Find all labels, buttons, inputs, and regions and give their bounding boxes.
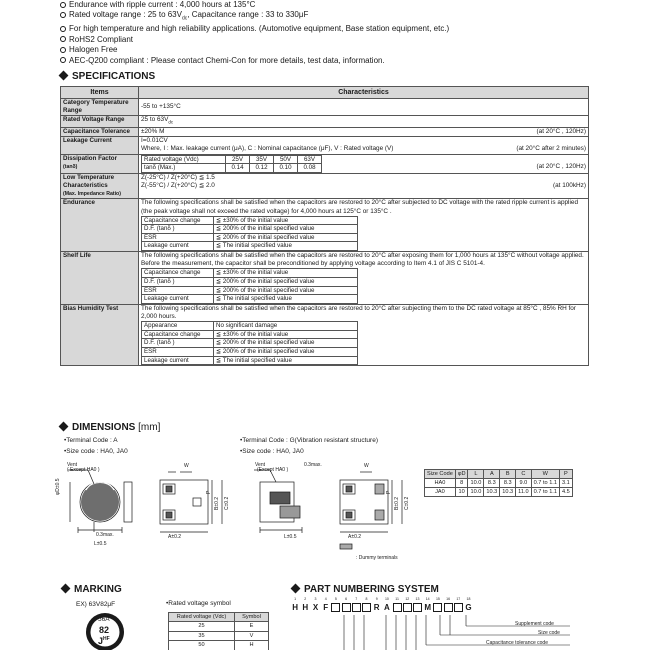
b-label: B±0.2 <box>394 496 400 510</box>
table-row: 50 H <box>169 641 269 650</box>
part-number-digit: 15 <box>435 597 440 601</box>
capacitance-tolerance-code-label: Capacitance tolerance code <box>486 640 548 646</box>
marking-lot-code: 56A <box>98 616 110 623</box>
bullet-icon <box>60 57 66 63</box>
marking-heading: MARKING <box>62 584 122 595</box>
terminal-g-label: •Terminal Code : G(Vibration resistant structure) <box>240 437 378 444</box>
table-row: Dissipation Factor (tanδ) (at 20°C , 120Hz) Rated voltage (Vdc) 25V 35V 50V 63V tanδ (Max.) 0.14 0.12 0.10 0.08 <box>61 154 589 173</box>
marking-capacitance: 82 <box>99 625 110 635</box>
bullet-icon <box>60 26 66 32</box>
a-label: A±0.2 <box>168 534 182 540</box>
endurance-table: Capacitance change ≦ ±30% of the initial value D.F. (tanδ ) ≦ 200% of the initial specified value ESR ≦ 200% of the initial specified value Leakage current ≦ The initial specified value <box>141 216 358 251</box>
part-number-cell: H <box>302 603 309 612</box>
part-number-cell <box>433 603 442 612</box>
part-number-cell <box>331 603 340 612</box>
diamond-icon <box>291 584 301 594</box>
voltage-symbol-table: Rated voltage (Vdc) Symbol 25 E 35 V 50 H <box>168 612 269 650</box>
part-number-cell <box>352 603 361 612</box>
feature-item: AEC-Q200 compliant : Please contact Chemi-Con for more details, test data, information. <box>60 56 449 66</box>
table-row: Low Temperature Characteristics (Max. Impedance Ratio) Z(-25°C) / Z(+20°C) ≦ 1.5 Z(-55°C) / Z(+20°C) ≦ 2.0 (at 100kHz) <box>61 173 589 199</box>
b-label: B±0.2 <box>214 496 220 510</box>
table-row: HA0 8 10.0 8.3 8.3 9.0 0.7 to 1.1 3.1 <box>425 479 573 488</box>
terminal-a-label: •Terminal Code : A <box>64 437 118 444</box>
feature-item: RoHS2 Compliant <box>60 35 449 45</box>
table-row: Category Temperature Range -55 to +135°C <box>61 99 589 116</box>
table-row: Leakage Current I=0.01CV Where, I : Max. leakage current (μA), C : Nominal capacitance (μF), V : Rated voltage (V) (at 20°C after 2 minutes) <box>61 137 589 154</box>
part-number-cell: F <box>323 603 329 612</box>
specifications-heading: SPECIFICATIONS <box>60 71 155 82</box>
table-row: JA0 10 10.0 10.3 10.3 11.0 0.7 to 1.1 4.5 <box>425 488 573 497</box>
feature-item: Endurance with ripple current : 4,000 hours at 135°C <box>60 0 449 10</box>
pitch-label: P <box>206 490 212 494</box>
marking-voltage-row: $J^{HF}$ <box>98 636 110 646</box>
part-number-cell <box>393 603 402 612</box>
part-number-digit: 8 <box>365 597 368 601</box>
part-number-digit: 12 <box>405 597 410 601</box>
max-label: 0.3max. <box>304 462 322 468</box>
diamond-icon <box>59 422 69 432</box>
feature-item: Rated voltage range : 25 to $63V_{dc}$, Capacitance range : 33 to 330μF <box>60 10 449 24</box>
part-number-cell <box>403 603 412 612</box>
part-number-cell: M <box>424 603 432 612</box>
vent-label: Vent <box>67 462 78 468</box>
part-number-digit: 9 <box>375 597 378 601</box>
size-a-label: •Size code : HA0, JA0 <box>64 448 128 455</box>
part-number-digit: 10 <box>384 597 389 601</box>
bullet-icon <box>60 2 66 8</box>
part-number-cell <box>342 603 351 612</box>
part-number-cell <box>362 603 371 612</box>
part-number-cell: H <box>292 603 298 612</box>
size-code-label: Size code <box>538 630 560 636</box>
feature-item: For high temperature and high reliability applications. (Automotive equipment, Base station equipment, etc.) <box>60 24 449 34</box>
dimension-table: Size Code φD L A B C W P HA0 8 10.0 8.3 8.3 9.0 0.7 to 1.1 3.1 JA0 10 10.0 10.3 10.3 11.0 0.7 to 1.1 4.5 <box>424 469 573 497</box>
diamond-icon <box>61 584 71 594</box>
width-label: W <box>184 463 189 469</box>
c-label: C±0.2 <box>224 496 230 510</box>
dissipation-factor-table: Rated voltage (Vdc) 25V 35V 50V 63V tanδ (Max.) 0.14 0.12 0.10 0.08 <box>141 155 322 173</box>
part-number-digit: 17 <box>456 597 461 601</box>
part-number-cell <box>444 603 453 612</box>
supplement-code-label: Supplement code <box>515 621 554 627</box>
c-label: C±0.2 <box>404 496 410 510</box>
part-number-digit: 11 <box>395 597 399 601</box>
part-number-cell: X <box>312 603 319 612</box>
bullet-icon <box>60 12 66 18</box>
part-number-digit: 1 <box>294 597 297 601</box>
diameter-label: φD±0.5 <box>55 478 61 495</box>
length-label: L±0.5 <box>94 541 107 547</box>
part-number-cell: R <box>373 603 380 612</box>
part-number-digit: 7 <box>355 597 358 601</box>
table-row: 25 E <box>169 622 269 631</box>
specifications-table <box>60 86 589 366</box>
bias-humidity-table: Appearance No significant damage Capacitance change ≦ ±30% of the initial value D.F. (tanδ ) ≦ 200% of the initial specified value ESR ≦ 200% of the initial specified value Leakage current ≦ The initial specified value <box>141 321 358 365</box>
length-label: L±0.5 <box>284 534 297 540</box>
voltage-symbol-title: •Rated voltage symbol <box>166 600 231 607</box>
part-number-digit: 6 <box>345 597 348 601</box>
part-number-cell: A <box>384 603 390 612</box>
bullet-icon <box>60 47 66 53</box>
part-number-cell: G <box>465 603 472 612</box>
feature-item: Halogen Free <box>60 45 449 55</box>
dimensions-heading: DIMENSIONS [mm] <box>60 422 160 433</box>
a-label: A±0.2 <box>348 534 362 540</box>
table-row: Capacitance Tolerance ±20% M (at 20°C , 120Hz) <box>61 127 589 136</box>
table-row: Shelf Life The following specifications shall be satisfied when the capacitors are restored to 20°C after exposing them for 1,000 hours at 135°C without voltage applied. Before the measurement, the capacitor shall be preconditioned by applying voltage according to Item 4.1 of JIS C 5101-4. Capacitance change ≦ ±30% of the initial value D.F. (tanδ ) ≦ 200% of the initial specified value ESR ≦ 200% of the initial specified value Leakage current ≦ The initial specified value <box>61 252 589 305</box>
size-g-label: •Size code : HA0, JA0 <box>240 448 304 455</box>
part-number-digit: 13 <box>415 597 420 601</box>
except-label: ( Except HA0 ) <box>67 467 100 473</box>
table-row: Rated Voltage Range 25 to $63V_{dc}$ <box>61 116 589 127</box>
part-number-digit: 16 <box>446 597 451 601</box>
width-label: W <box>364 463 369 469</box>
vent-label: Vent <box>255 462 266 468</box>
feature-list <box>60 0 449 66</box>
table-row: Bias Humidity Test The following specifications shall be satisfied when the capacitors are restored to 20°C after subjecting them to the DC rated voltage at 85°C , 85% RH for 2,000 hours. Appearance No significant damage Capacitance change ≦ ±30% of the initial value D.F. (tanδ ) ≦ 200% of the initial specified value ESR ≦ 200% of the initial specified value Leakage current ≦ The initial specified value <box>61 304 589 365</box>
part-number-digit: 5 <box>334 597 337 601</box>
dummy-legend-label: : Dummy terminals <box>356 555 398 561</box>
marking-example: EX) 63V82μF <box>76 601 116 608</box>
part-number-digit: 2 <box>304 597 307 601</box>
part-number-digit: 3 <box>314 597 317 601</box>
part-number-digit: 14 <box>425 597 430 601</box>
bullet-icon <box>60 36 66 42</box>
max-label: 0.3max. <box>96 532 114 538</box>
part-number-digit: 4 <box>324 597 327 601</box>
shelf-life-table: Capacitance change ≦ ±30% of the initial value D.F. (tanδ ) ≦ 200% of the initial specified value ESR ≦ 200% of the initial specified value Leakage current ≦ The initial specified value <box>141 268 358 303</box>
table-row: Endurance The following specifications shall be satisfied when the capacitors are restored to 20°C after subjected to DC voltage with the rated ripple current is applied (the peak voltage shall not exceed the rated voltage) for 4,000 hours at 125°C or 135°C . Capacitance change ≦ ±30% of the initial value D.F. (tanδ ) ≦ 200% of the initial specified value ESR ≦ 200% of the initial specified value Leakage current ≦ The initial specified value <box>61 199 589 252</box>
part-number-cell <box>454 603 463 612</box>
pitch-label: P <box>386 490 392 494</box>
part-number-cell <box>413 603 422 612</box>
except-label: (Except HA0 ) <box>257 467 289 473</box>
part-numbering-heading: PART NUMBERING SYSTEM <box>292 584 439 595</box>
table-header-row: Items Characteristics <box>61 87 589 99</box>
part-number-digit: 18 <box>466 597 471 601</box>
table-row: 35 V <box>169 631 269 640</box>
diamond-icon <box>59 71 69 81</box>
